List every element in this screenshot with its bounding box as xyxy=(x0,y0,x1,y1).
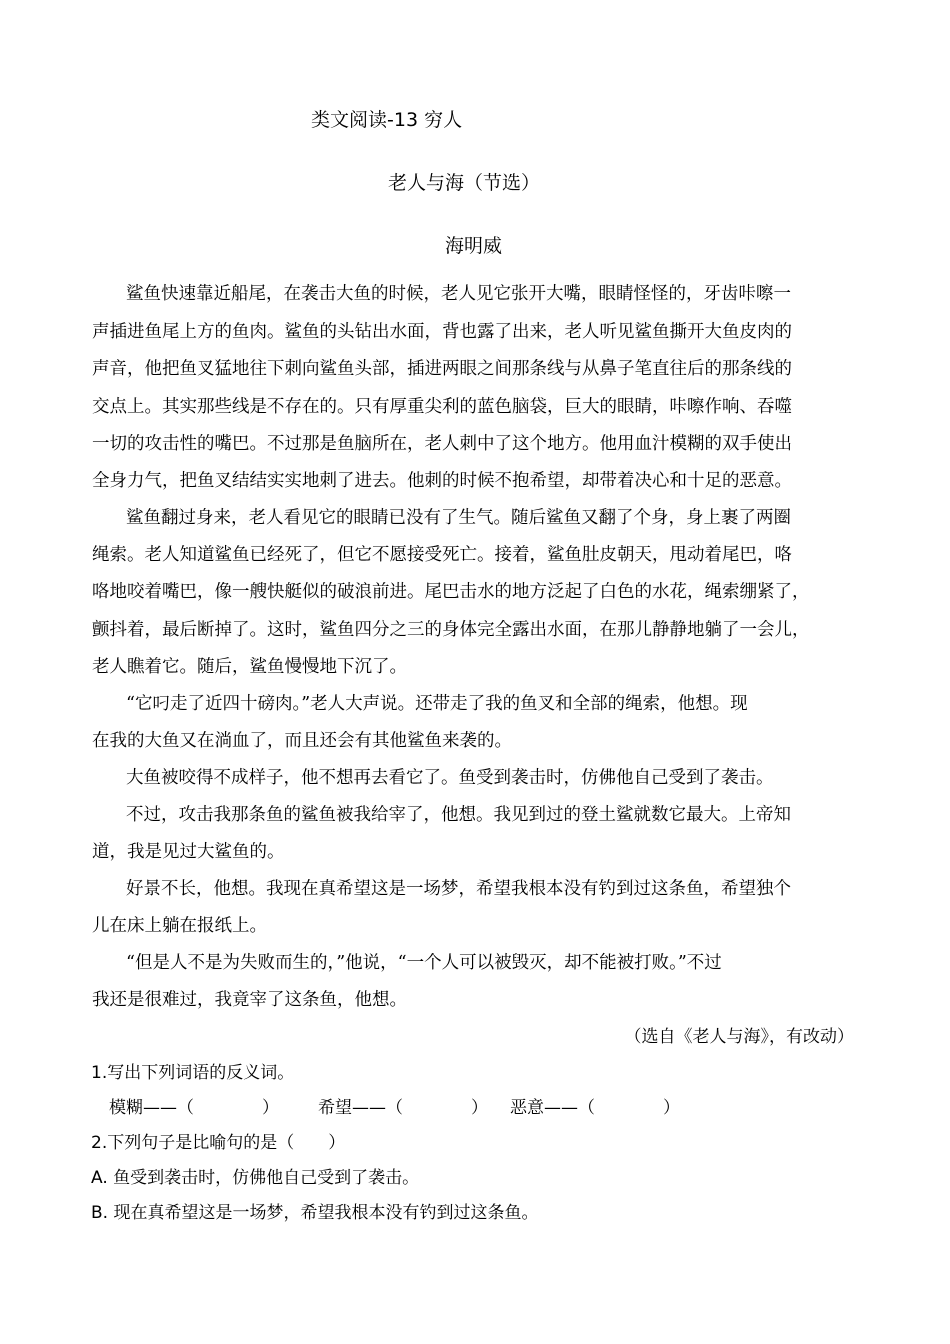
author: 海明威 xyxy=(445,235,503,257)
passage-line: 一切的攻击性的嘴巴。不过那是鱼脑所在，老人刺中了这个地方。他用血汁模糊的双手使出 xyxy=(92,434,792,454)
passage-line: “但是人不是为失败而生的，”他说，“一个人可以被毁灭，却不能被打败。”不过 xyxy=(126,953,722,973)
passage-line: 颤抖着，最后断掉了。这时，鲨鱼四分之三的身体完全露出水面，在那儿静静地躺了一会儿， xyxy=(92,620,810,640)
antonym-blank[interactable]: 恶意——（ ） xyxy=(510,1098,680,1118)
passage-line: 交点上。其实那些线是不存在的。只有厚重尖利的蓝色脑袋，巨大的眼睛，咔嚓作响、吞噬 xyxy=(92,397,792,417)
option-b[interactable]: B. 现在真希望这是一场梦，希望我根本没有钓到过这条鱼。 xyxy=(91,1203,539,1223)
passage-title: 老人与海（节选） xyxy=(388,172,541,194)
passage-line: “它叼走了近四十磅肉。”老人大声说。还带走了我的鱼叉和全部的绳索，他想。现 xyxy=(126,694,748,714)
option-a[interactable]: A. 鱼受到袭击时，仿佛他自己受到了袭击。 xyxy=(91,1168,420,1188)
passage-line: 声插进鱼尾上方的鱼肉。鲨鱼的头钻出水面，背也露了出来，老人听见鲨鱼撕开大鱼皮肉的 xyxy=(92,322,792,342)
passage-line: 大鱼被咬得不成样子，他不想再去看它了。鱼受到袭击时，仿佛他自己受到了袭击。 xyxy=(126,768,774,788)
passage-line: 道，我是见过大鲨鱼的。 xyxy=(92,842,285,862)
passage-line: 声音，他把鱼叉猛地往下刺向鲨鱼头部，插进两眼之间那条线与从鼻子笔直往后的那条线的 xyxy=(92,359,792,379)
passage-line: 好景不长，他想。我现在真希望这是一场梦，希望我根本没有钓到过这条鱼，希望独个 xyxy=(126,879,791,899)
passage-line: 咯地咬着嘴巴，像一艘快艇似的破浪前进。尾巴击水的地方泛起了白色的水花，绳索绷紧了， xyxy=(92,582,810,602)
passage-line: 不过，攻击我那条鱼的鲨鱼被我给宰了，他想。我见到过的登土鲨就数它最大。上帝知 xyxy=(126,805,791,825)
passage-line: 鲨鱼翻过身来，老人看见它的眼睛已没有了生气。随后鲨鱼又翻了个身，身上裹了两圈 xyxy=(126,508,791,528)
page-title: 类文阅读-13 穷人 xyxy=(311,109,463,131)
question-1: 1.写出下列词语的反义词。 xyxy=(91,1063,295,1083)
question-2: 2.下列句子是比喻句的是（ ） xyxy=(91,1133,346,1153)
passage-line: 老人瞧着它。随后，鲨鱼慢慢地下沉了。 xyxy=(92,657,407,677)
passage-line: 在我的大鱼又在淌血了，而且还会有其他鲨鱼来袭的。 xyxy=(92,731,512,751)
passage-line: 儿在床上躺在报纸上。 xyxy=(92,916,267,936)
passage-line: 绳索。老人知道鲨鱼已经死了，但它不愿接受死亡。接着，鲨鱼肚皮朝天，甩动着尾巴，咯 xyxy=(92,545,792,565)
passage-line: 我还是很难过，我竟宰了这条鱼，他想。 xyxy=(92,990,407,1010)
passage-line: 全身力气，把鱼叉结结实实地刺了进去。他刺的时候不抱希望，却带着决心和十足的恶意。 xyxy=(92,471,792,491)
antonym-blank[interactable]: 模糊——（ ） xyxy=(109,1098,279,1118)
passage-line: 鲨鱼快速靠近船尾，在袭击大鱼的时候，老人见它张开大嘴，眼睛怪怪的，牙齿咔嚓一 xyxy=(126,284,791,304)
source-note: （选自《老人与海》，有改动） xyxy=(624,1027,854,1047)
antonym-blank[interactable]: 希望——（ ） xyxy=(318,1098,488,1118)
